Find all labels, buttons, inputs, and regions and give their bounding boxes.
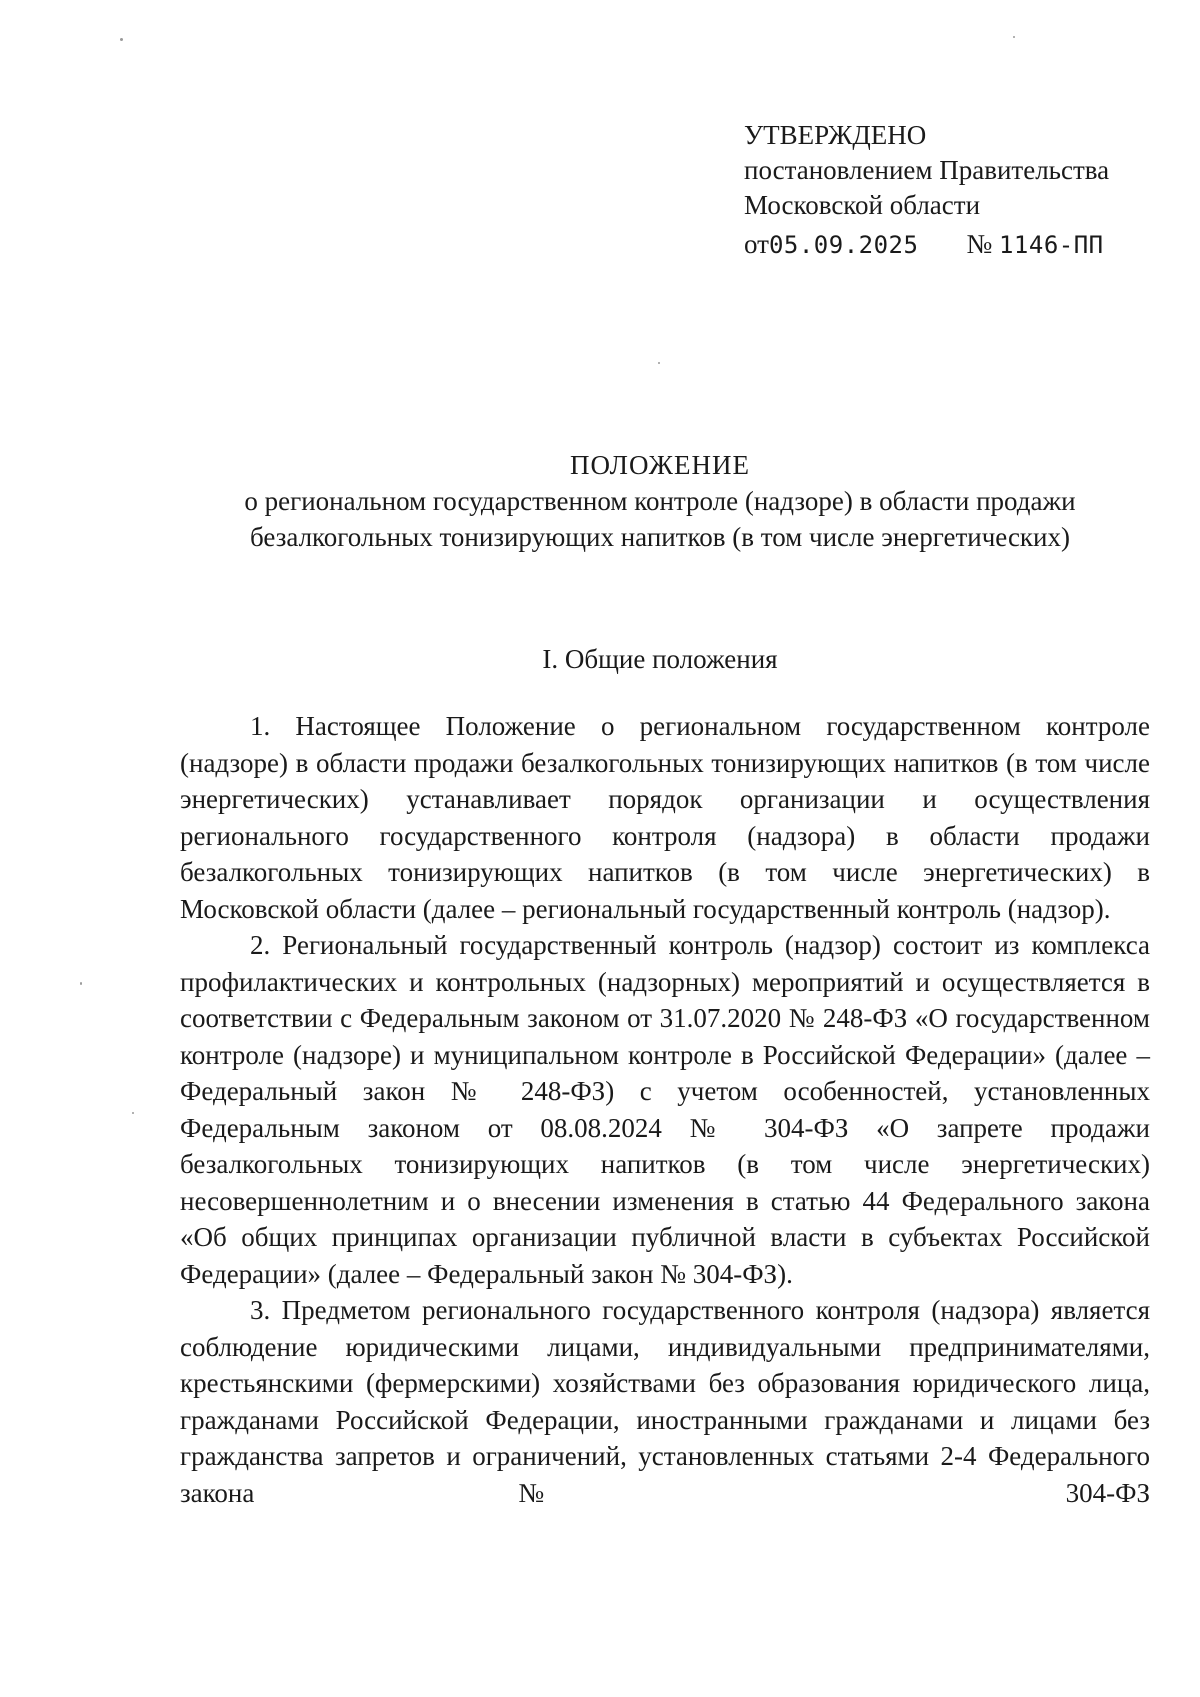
document-body [180,708,1150,1511]
approval-label: УТВЕРЖДЕНО [744,120,927,150]
approval-region: Московской области [744,190,981,220]
date-prefix: от [744,229,769,259]
scan-speck [132,1112,134,1114]
title-heading: ПОЛОЖЕНИЕ [570,450,750,480]
title-line-2: безалкогольных тонизирующих напитков (в том числе энергетических) [250,522,1070,552]
document-title [170,447,1150,555]
approval-date-number [744,227,1109,263]
section-title: I. Общие положения [542,644,778,674]
scan-speck [1013,36,1015,38]
number-prefix: № [966,229,993,259]
paragraph-3: 3. Предметом регионального государственного контроля (надзора) является соблюдение юридическими лицами, индивидуальными предпринимателями, крестьянскими (фермерскими) хозяйствами без образования юридического лица, гражданами Российской Федерации, иностранными гражданами и лицами без гражданства запретов и ограничений, установленных статьями 2-4 Федерального закона № 304-ФЗ [180,1295,1150,1508]
title-line-1: о региональном государственном контроле (надзоре) в области продажи [244,486,1076,516]
paragraph-1: 1. Настоящее Положение о региональном государственном контроле (надзоре) в области продажи безалкогольных тонизирующих напитков (в том числе энергетических) устанавливает порядок организации и осуществления регионального государственного контроля (надзора) в области продажи безалкогольных тонизирующих напитков (в том числе энергетических) в Московской области (далее – региональный государственный контроль (надзор). [180,711,1150,924]
paragraph-2: 2. Региональный государственный контроль (надзор) состоит из комплекса профилактических и контрольных (надзорных) мероприятий и осуществляется в соответствии с Федеральным законом от 31.07.2020 № 248-ФЗ «О государственном контроле (надзоре) и муниципальном контроле в Российской Федерации» (далее – Федеральный закон № 248-ФЗ) с учетом особенностей, установленных Федеральным законом от 08.08.2024 № 304-ФЗ «О запрете продажи безалкогольных тонизирующих напитков (в том числе энергетических) несовершеннолетним и о внесении изменения в статью 44 Федерального закона «Об общих принципах организации публичной власти в субъектах Российской Федерации» (далее – Федеральный закон № 304-ФЗ). [180,930,1150,1289]
approval-number: 1146-ПП [998,231,1104,259]
scan-speck [80,982,82,985]
approval-stamp-block [744,118,1109,263]
scan-speck [658,362,660,364]
approval-date: 05.09.2025 [768,231,919,259]
scan-speck [120,38,123,41]
approval-authority: постановлением Правительства [744,155,1110,185]
